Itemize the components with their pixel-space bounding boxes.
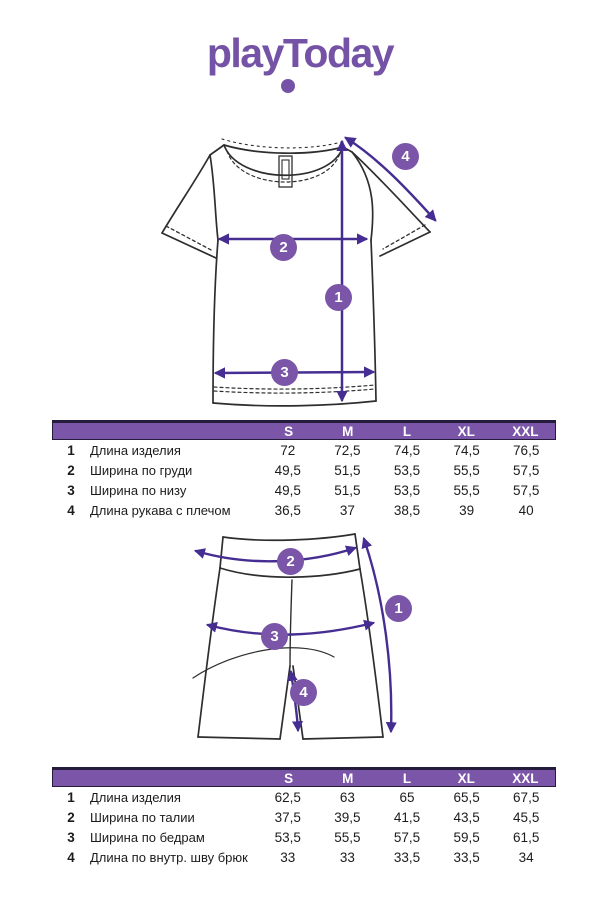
- row-number: 2: [67, 462, 75, 478]
- callout-label: 4: [401, 148, 410, 165]
- row-label: Ширина по груди: [90, 462, 193, 478]
- shorts-callout-4: [290, 679, 317, 706]
- measurement-value: 45,5: [513, 809, 540, 825]
- measurement-value: 72,5: [334, 442, 361, 458]
- size-column-header: L: [402, 770, 412, 786]
- row-number: 4: [67, 849, 75, 865]
- shorts-callout-1: [385, 595, 412, 622]
- measurement-value: 57,5: [393, 829, 421, 845]
- brand-logo-text: playToday: [206, 30, 394, 76]
- size-column-header: L: [402, 423, 412, 439]
- table-row: [52, 827, 556, 847]
- row-label: Длина рукава с плечом: [90, 502, 231, 518]
- measurement-value: 57,5: [513, 462, 540, 478]
- measurement-value: 40: [518, 502, 534, 518]
- measurement-value: 33: [339, 849, 355, 865]
- row-number: 2: [67, 809, 75, 825]
- shorts-callout-2: [277, 548, 304, 575]
- measurement-value: 74,5: [453, 442, 480, 458]
- measurement-value: 76,5: [513, 442, 540, 458]
- size-column-header: S: [284, 423, 294, 439]
- measurement-value: 55,5: [334, 829, 361, 845]
- callout-label: 3: [280, 364, 289, 381]
- tshirt-sleeve-arrow: [346, 138, 435, 220]
- shorts-size-table: [52, 767, 556, 867]
- measurement-value: 53,5: [393, 482, 421, 498]
- table-row: [52, 847, 556, 867]
- measurement-value: 34: [518, 849, 534, 865]
- size-column-header: XXL: [512, 770, 539, 786]
- row-label: Длина по внутр. шву брюк: [90, 849, 248, 865]
- callout-label: 2: [286, 553, 295, 570]
- measurement-value: 65: [399, 789, 415, 805]
- tshirt-callout-3: [271, 359, 298, 386]
- size-column-header: XXL: [512, 423, 539, 439]
- tshirt-callout-1: [325, 284, 352, 311]
- table-header-row: [52, 767, 556, 787]
- measurement-value: 59,5: [453, 829, 480, 845]
- shorts-waist-arrow: [196, 548, 355, 561]
- callout-label: 4: [299, 684, 308, 701]
- row-number: 1: [67, 442, 75, 458]
- callout-label: 1: [394, 600, 403, 617]
- shorts-length-arrow: [364, 539, 391, 731]
- measurement-value: 49,5: [274, 462, 301, 478]
- row-number: 4: [67, 502, 75, 518]
- row-label: Ширина по бедрам: [90, 829, 205, 845]
- measurement-value: 51,5: [334, 482, 361, 498]
- logo-dot-icon: [281, 79, 295, 93]
- table-row: [52, 440, 556, 460]
- table-row: [52, 500, 556, 520]
- measurement-value: 49,5: [274, 482, 301, 498]
- table-row: [52, 460, 556, 480]
- measurement-value: 33,5: [453, 849, 480, 865]
- measurement-value: 74,5: [393, 442, 421, 458]
- measurement-value: 67,5: [513, 789, 540, 805]
- measurement-value: 53,5: [274, 829, 301, 845]
- table-header-row: [52, 420, 556, 440]
- measurement-value: 53,5: [393, 462, 421, 478]
- tshirt-drawing: [130, 120, 480, 415]
- size-column-header: M: [342, 423, 354, 439]
- measurement-value: 39: [459, 502, 475, 518]
- row-number: 1: [67, 789, 75, 805]
- tshirt-diagram: [130, 120, 480, 415]
- measurement-value: 36,5: [274, 502, 301, 518]
- measurement-value: 72: [280, 442, 296, 458]
- measurement-value: 55,5: [453, 482, 480, 498]
- size-column-header: M: [342, 770, 354, 786]
- measurement-value: 41,5: [393, 809, 421, 825]
- measurement-value: 61,5: [513, 829, 540, 845]
- measurement-value: 37: [339, 502, 355, 518]
- measurement-value: 55,5: [453, 462, 480, 478]
- shorts-callout-3: [261, 623, 288, 650]
- table-row: [52, 807, 556, 827]
- measurement-value: 33: [280, 849, 296, 865]
- brand-logo: [0, 30, 600, 77]
- measurement-value: 63: [339, 789, 355, 805]
- row-number: 3: [67, 829, 75, 845]
- row-label: Длина изделия: [90, 789, 181, 805]
- measurement-value: 33,5: [393, 849, 421, 865]
- measurement-value: 62,5: [274, 789, 301, 805]
- measurement-value: 37,5: [274, 809, 301, 825]
- callout-label: 3: [270, 628, 279, 645]
- measurement-value: 39,5: [334, 809, 361, 825]
- size-column-header: S: [284, 770, 294, 786]
- measurement-value: 38,5: [393, 502, 421, 518]
- table-row: [52, 787, 556, 807]
- size-column-header: XL: [457, 770, 475, 786]
- tshirt-callout-2: [270, 234, 297, 261]
- row-number: 3: [67, 482, 75, 498]
- tshirt-callout-4: [392, 143, 419, 170]
- tshirt-size-table: [52, 420, 556, 520]
- callout-label: 2: [279, 239, 288, 256]
- measurement-value: 65,5: [453, 789, 480, 805]
- row-label: Длина изделия: [90, 442, 181, 458]
- callout-label: 1: [334, 289, 343, 306]
- measurement-value: 51,5: [334, 462, 361, 478]
- row-label: Ширина по низу: [90, 482, 187, 498]
- table-row: [52, 480, 556, 500]
- measurement-value: 57,5: [513, 482, 540, 498]
- row-label: Ширина по талии: [90, 809, 195, 825]
- measurement-value: 43,5: [453, 809, 480, 825]
- size-column-header: XL: [457, 423, 475, 439]
